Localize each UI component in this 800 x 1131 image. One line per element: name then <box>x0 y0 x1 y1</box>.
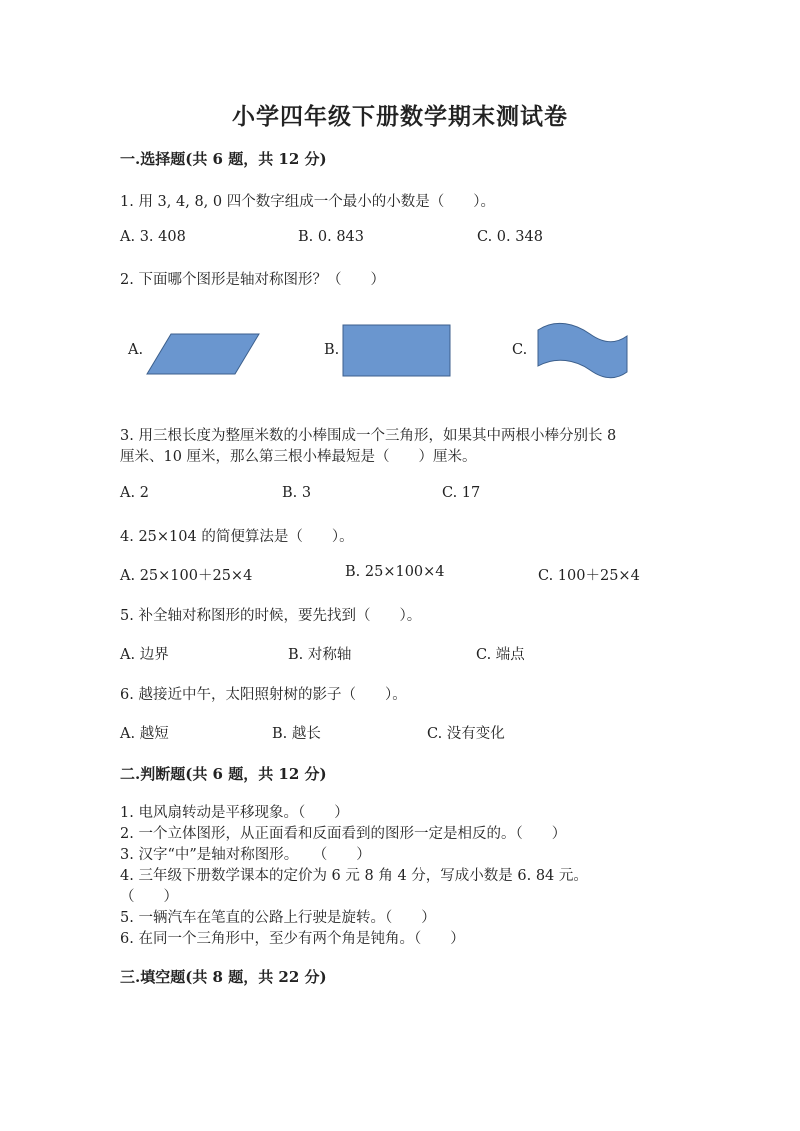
q2-option-c: C. <box>512 342 528 358</box>
question-1: 1. 用 3, 4, 8, 0 四个数字组成一个最小的小数是（ ）。 <box>120 194 495 210</box>
page-title: 小学四年级下册数学期末测试卷 <box>232 103 568 130</box>
section-heading-fill-blank: 三.填空题(共 8 题，共 22 分) <box>120 968 327 986</box>
q5-option-a: A. 边界 <box>120 647 169 663</box>
q1-option-a: A. 3. 408 <box>120 229 186 245</box>
question-6: 6. 越接近中午，太阳照射树的影子（ ）。 <box>120 687 407 703</box>
q5-option-c: C. 端点 <box>476 647 525 663</box>
q2-option-a: A. <box>128 342 144 358</box>
section-heading-choice: 一.选择题(共 6 题，共 12 分) <box>120 150 327 168</box>
q3-option-c: C. 17 <box>442 485 481 501</box>
q5-option-b: B. 对称轴 <box>288 647 352 663</box>
q4-option-a: A. 25×100＋25×4 <box>120 568 253 584</box>
q3-option-a: A. 2 <box>120 485 149 501</box>
judgement-item-3: 3. 汉字“中”是轴对称图形。 （ ） <box>120 847 371 863</box>
judgement-item-4: 4. 三年级下册数学课本的定价为 6 元 8 角 4 分，写成小数是 6. 84 元。 <box>120 868 588 884</box>
judgement-item-6: 6. 在同一个三角形中，至少有两个角是钝角。（ ） <box>120 931 465 947</box>
q4-option-c: C. 100＋25×4 <box>538 568 640 584</box>
section-heading-judgement: 二.判断题(共 6 题，共 12 分) <box>120 765 327 783</box>
question-4: 4. 25×104 的简便算法是（ ）。 <box>120 529 354 545</box>
judgement-item-1: 1. 电风扇转动是平移现象。（ ） <box>120 805 349 821</box>
judgement-item-5: 5. 一辆汽车在笔直的公路上行驶是旋转。（ ） <box>120 910 436 926</box>
rectangle-shape <box>342 324 452 378</box>
question-5: 5. 补全轴对称图形的时候，要先找到（ ）。 <box>120 608 422 624</box>
judgement-item-4-bracket: （ ） <box>120 889 178 905</box>
q6-option-c: C. 没有变化 <box>427 726 505 742</box>
question-3-line1: 3. 用三根长度为整厘米数的小棒围成一个三角形，如果其中两根小棒分别长 8 <box>120 428 617 444</box>
q6-option-b: B. 越长 <box>272 726 321 742</box>
question-2: 2. 下面哪个图形是轴对称图形？（ ） <box>120 272 385 288</box>
q4-option-b: B. 25×100×4 <box>345 564 445 580</box>
q3-option-b: B. 3 <box>282 485 312 501</box>
question-3-line2: 厘米、10 厘米，那么第三根小棒最短是（ ）厘米。 <box>120 449 477 465</box>
q2-option-b: B. <box>324 342 340 358</box>
q6-option-a: A. 越短 <box>120 726 169 742</box>
q1-option-c: C. 0. 348 <box>477 229 543 245</box>
q1-option-b: B. 0. 843 <box>298 229 364 245</box>
parallelogram-shape <box>145 332 261 376</box>
wave-shape <box>536 320 630 382</box>
judgement-item-2: 2. 一个立体图形，从正面看和反面看到的图形一定是相反的。（ ） <box>120 826 567 842</box>
